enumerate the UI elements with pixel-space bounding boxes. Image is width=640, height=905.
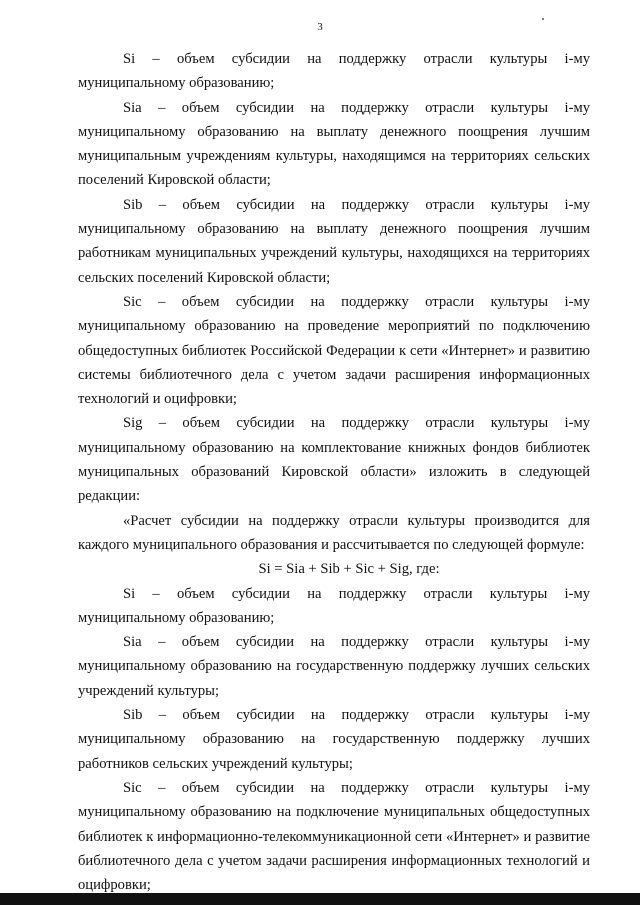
paragraph-sia-old: Sia – объем субсидии на поддержку отрасли культуры i-му муниципальному образованию на выплату денежного поощрения лучшим муниципальным учреждениям культуры, находящимся на территориях сельских поселений Кировской области; (78, 99, 590, 189)
definition-sic: Sic – объем субсидии на поддержку отрасли культуры i-му муниципальному образованию на подключение муниципальных общедоступных библиотек к информационно-телекоммуникационной сети «Интернет» и развитие библиотечного дела с учетом задачи расширения информационных технологий и оцифровки; (78, 779, 590, 894)
paragraph-sig-old: Sig – объем субсидии на поддержку отрасли культуры i-му муниципальному образованию на комплектование книжных фондов библиотек муниципальных образований Кировской области» изложить в следующей редакции: (78, 415, 590, 505)
definition-sib: Sib – объем субсидии на поддержку отрасли культуры i-му муниципальному образованию на государственную поддержку лучших работников сельских учреждений культуры; (78, 707, 590, 772)
paragraph-new-calculation: «Расчет субсидии на поддержку отрасли культуры производится для каждого муниципального образования и рассчитывается по следующей формуле: (78, 512, 590, 553)
definition-si: Si – объем субсидии на поддержку отрасли культуры i-му муниципальному образованию; (78, 585, 590, 626)
paragraph-sib-old: Sib – объем субсидии на поддержку отрасли культуры i-му муниципальному образованию на выплату денежного поощрения лучшим работникам муниципальных учреждений культуры, находящихся на территориях сельских поселений Кировской области; (78, 196, 590, 286)
paragraph-si-old: Si – объем субсидии на поддержку отрасли культуры i-му муниципальному образованию; (78, 51, 590, 92)
paragraph-sic-old: Sic – объем субсидии на поддержку отрасли культуры i-му муниципальному образованию на проведение мероприятий по подключению общедоступных библиотек Российской Федерации к сети «Интернет» и развитию системы библиотечного дела с учетом задачи расширения информационных технологий и оцифровки; (78, 293, 590, 408)
document-body (78, 47, 590, 897)
formula: Si = Sia + Sib + Sic + Sig, где: (258, 561, 440, 578)
definition-sia: Sia – объем субсидии на поддержку отрасли культуры i-му муниципальному образованию на государственную поддержку лучших сельских учреждений культуры; (78, 634, 590, 699)
page-number: 3 (317, 21, 323, 33)
scan-bottom-edge (0, 893, 640, 905)
